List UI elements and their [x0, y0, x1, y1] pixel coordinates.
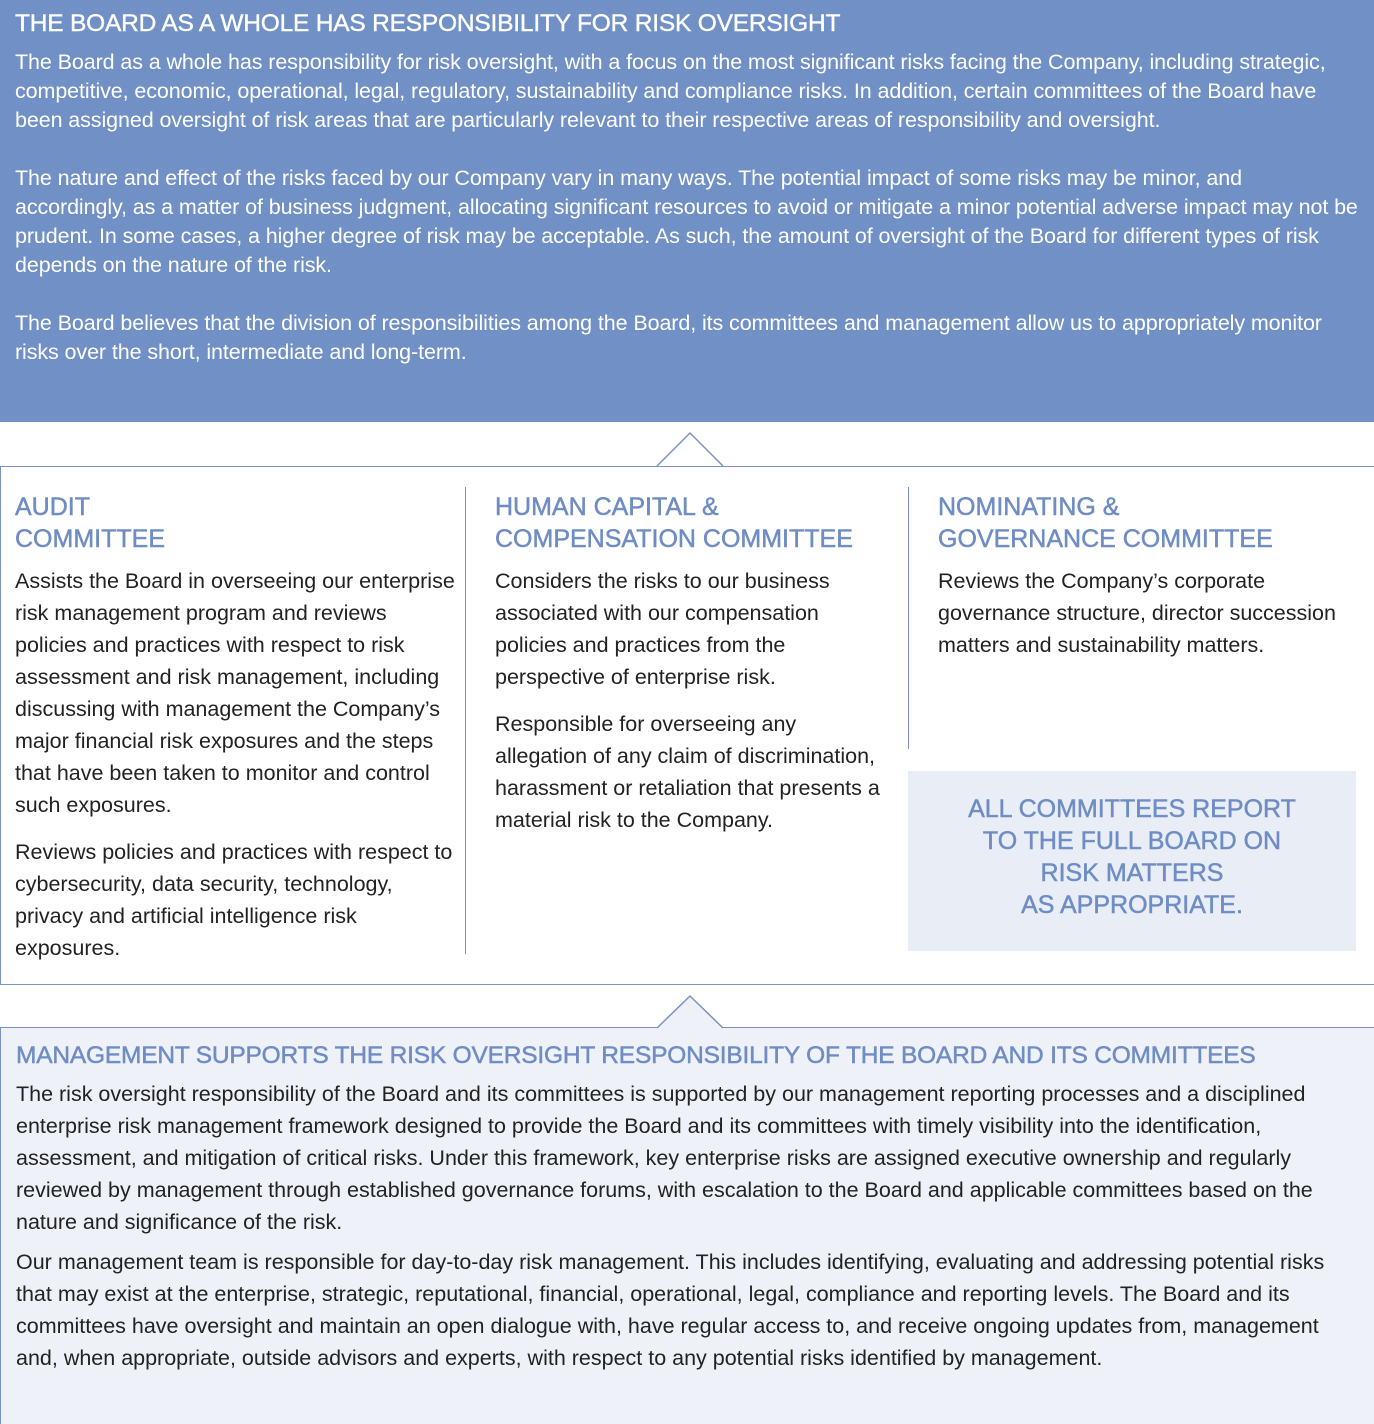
management-paragraph: The risk oversight responsibility of the Board and its committees is supported by our management reporting processes and a disciplined enterprise risk management framework designed to provide the Board and its committees with timely visibility into the identification, assessment, and mitigation of critical risks. Under this framework, key enterprise risks are assigned executive ownership and regularly reviewed by management through established governance forums, with escalation to the Board and applicable committees based on the nature and significance of the risk. — [16, 1082, 1313, 1234]
committees-report-callout: ALL COMMITTEES REPORT TO THE FULL BOARD ON RISK MATTERS AS APPROPRIATE. — [908, 771, 1356, 951]
committee-paragraph: Reviews the Company’s corporate governance structure, director succession matters and sustainability matters. — [938, 569, 1336, 657]
management-section — [0, 1027, 1374, 1424]
nominating-committee — [938, 491, 1358, 676]
committee-title: NOMINATING & GOVERNANCE COMMITTEE — [938, 493, 1273, 553]
human-capital-committee — [495, 491, 890, 851]
board-paragraph: The Board believes that the division of responsibilities among the Board, its committees and management allow us to appropriately monitor risks over the short, intermediate and long-term. — [15, 311, 1322, 364]
board-paragraph: The Board as a whole has responsibility for risk oversight, with a focus on the most significant risks facing the Company, including strategic, competitive, economic, operational, legal, regulatory, sustainability and compliance risks. In addition, certain committees of the Board have been assigned oversight of risk areas that are particularly relevant to their respective areas of responsibility and oversight. — [15, 50, 1326, 132]
board-title: THE BOARD AS A WHOLE HAS RESPONSIBILITY FOR RISK OVERSIGHT — [15, 10, 841, 37]
committee-paragraph: Reviews policies and practices with respect to cybersecurity, data security, technology, privacy and artificial intelligence risk exposures. — [15, 840, 453, 960]
management-paragraph: Our management team is responsible for day-to-day risk management. This includes identifying, evaluating and addressing potential risks that may exist at the enterprise, strategic, reputational, financial, operational, legal, compliance and reporting levels. The Board and its committees have oversight and maintain an open dialogue with, have regular access to, and receive ongoing updates from, management and, when appropriate, outside advisors and experts, with respect to any potential risks identified by management. — [16, 1250, 1325, 1370]
committee-title: HUMAN CAPITAL & COMPENSATION COMMITTEE — [495, 493, 853, 553]
audit-committee — [15, 491, 455, 979]
committees-section — [0, 466, 1374, 985]
column-divider — [908, 487, 909, 749]
board-oversight-section — [0, 0, 1374, 422]
column-divider — [465, 487, 466, 954]
board-paragraph: The nature and effect of the risks faced by our Company vary in many ways. The potential impact of some risks may be minor, and accordingly, as a matter of business judgment, allocating significant resources to avoid or mitigate a minor potential adverse impact may not be prudent. In some cases, a higher degree of risk may be acceptable. As such, the amount of oversight of the Board for different types of risk depends on the nature of the risk. — [15, 166, 1358, 277]
committee-paragraph: Assists the Board in overseeing our enterprise risk management program and reviews policies and practices with respect to risk assessment and risk management, including discussing with management the Company’s major financial risk exposures and the steps that have been taken to monitor and control such exposures. — [15, 569, 455, 817]
management-title: MANAGEMENT SUPPORTS THE RISK OVERSIGHT RESPONSIBILITY OF THE BOARD AND ITS COMMITTEES — [16, 1042, 1256, 1069]
committee-paragraph: Responsible for overseeing any allegation of any claim of discrimination, harassment or retaliation that presents a material risk to the Company. — [495, 712, 880, 832]
up-arrow-connector-icon — [640, 995, 740, 1035]
committee-paragraph: Considers the risks to our business associated with our compensation policies and practices from the perspective of enterprise risk. — [495, 569, 830, 689]
committee-title: AUDIT COMMITTEE — [15, 493, 165, 553]
